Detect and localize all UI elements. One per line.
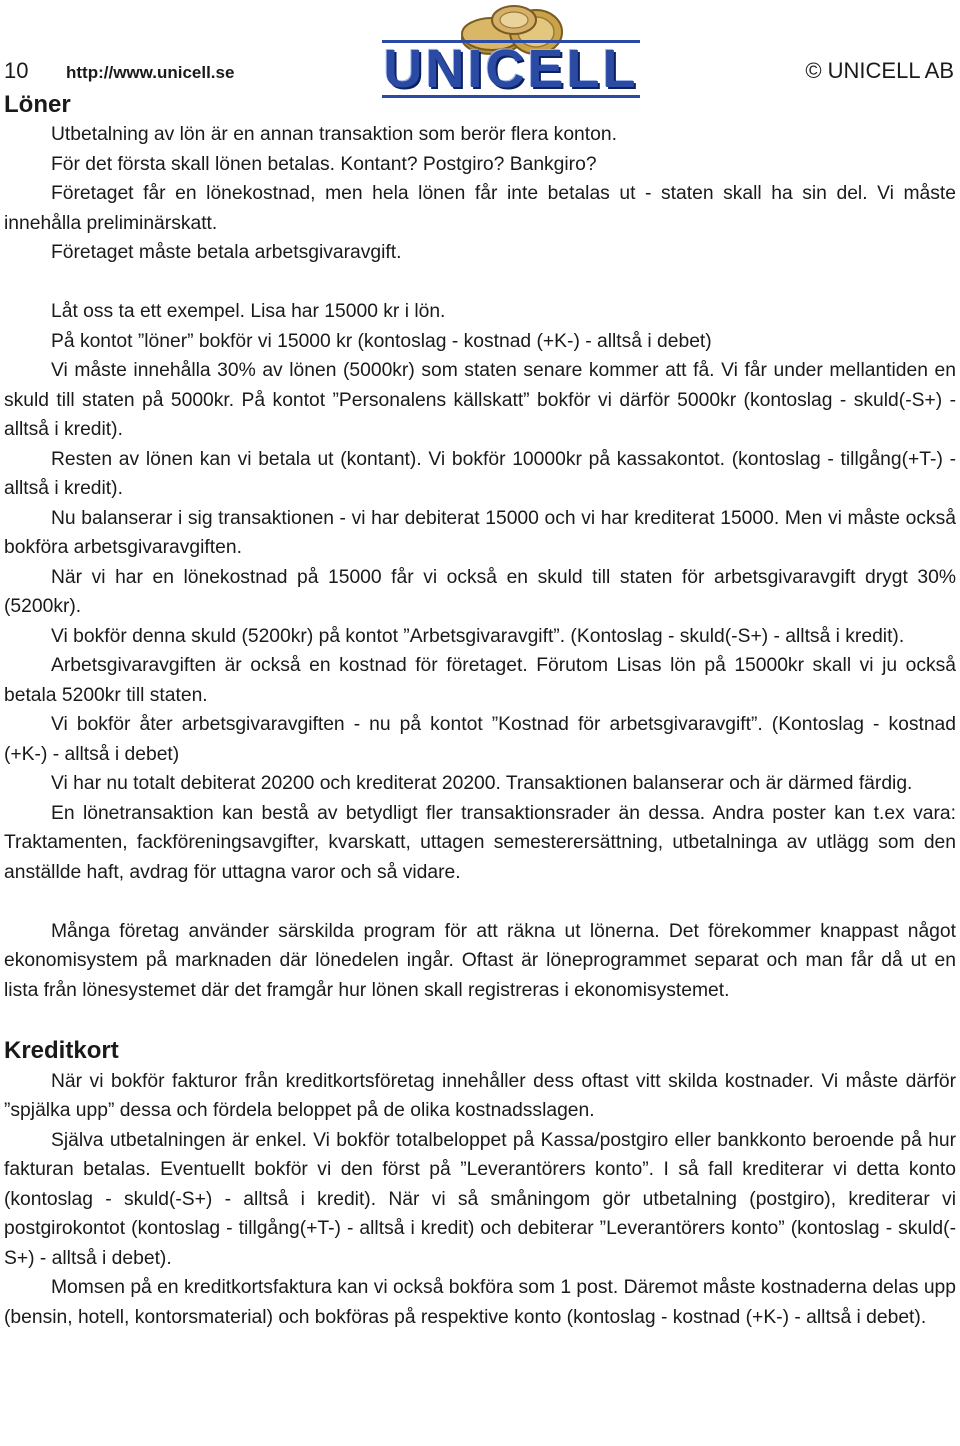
paragraph: Många företag använder särskilda program för att räkna ut lönerna. Det förekommer knappast något ekonomisystem på marknaden där lönedelen ingår. Oftast är löneprogrammet separat och man får då ut en lista från lönesystemet där det framgår hur lönen skall registreras i ekonomisystemet. (4, 920, 956, 1001)
spacer (4, 268, 956, 298)
page-content (4, 90, 956, 1332)
copyright-notice: © UNICELL AB (805, 58, 954, 83)
paragraph: För det första skall lönen betalas. Kontant? Postgiro? Bankgiro? (51, 153, 597, 175)
header-url: http://www.unicell.se (66, 63, 235, 82)
paragraph: Vi har nu totalt debiterat 20200 och krediterat 20200. Transaktionen balanserar och är därmed färdig. (51, 773, 913, 794)
page-header (0, 0, 960, 99)
spacer (4, 1005, 956, 1035)
paragraph: När vi har en lönekostnad på 15000 får vi också en skuld till staten för arbetsgivaravgift drygt 30% (5200kr). (4, 566, 956, 617)
paragraph: Vi bokför denna skuld (5200kr) på kontot ”Arbetsgivaravgift”. (Kontoslag - skuld(-S+) - alltså i kredit). (51, 625, 905, 647)
paragraph: När vi bokför fakturor från kreditkortsföretag innehåller dess oftast vitt skilda kostnader. Vi måste därför ”spjälka upp” dessa och fördela beloppet på de olika kostnadsslagen. (4, 1070, 956, 1121)
paragraph: Utbetalning av lön är en annan transaktion som berör flera konton. (51, 124, 617, 145)
logo-wordmark: UNICELL (383, 39, 639, 99)
spacer (4, 887, 956, 917)
paragraph: Låt oss ta ett exempel. Lisa har 15000 kr i lön. (51, 301, 446, 322)
paragraph: Företaget måste betala arbetsgivaravgift. (51, 242, 402, 263)
paragraph: Nu balanserar i sig transaktionen - vi har debiterat 15000 och vi har krediterat 15000. Men vi måste också bokföra arbetsgivaravgiften. (4, 507, 956, 558)
paragraph: Själva utbetalningen är enkel. Vi bokför totalbeloppet på Kassa/postgiro eller bankkonto beroende på hur fakturan betalas. Eventuellt bokför vi den först på ”Leverantörers konto”. I så fall krediterar vi detta konto (kontoslag - skuld(-S+) - alltså i kredit). När vi så småningom gör utbetalning (postgiro), krediterar vi postgirokontot (kontoslag - tillgång(+T-) - alltså i kredit) och debiterar ”Leverantörers konto” (kontoslag - skuld(-S+) - alltså i debet). (4, 1129, 956, 1269)
paragraph: Arbetsgivaravgiften är också en kostnad för företaget. Förutom Lisas lön på 15000kr skall vi ju också betala 5200kr till staten. (4, 655, 956, 706)
paragraph: En lönetransaktion kan bestå av betydligt fler transaktionsrader än dessa. Andra poster kan t.ex vara: Traktamenten, fackföreningsavgifter, kvarskatt, uttagen semesterersättning, utbetalninga av utlägg som den anställde haft, avdrag för uttagna varor och så vidare. (4, 802, 956, 883)
unicell-logo (382, 2, 642, 99)
section-title-loner: Löner (4, 91, 71, 118)
section-title-kreditkort: Kreditkort (4, 1036, 119, 1064)
paragraph: Vi måste innehålla 30% av lönen (5000kr) som staten senare kommer att få. Vi får under mellantiden en skuld till staten på 5000kr. På kontot ”Personalens källskatt” bokför vi därför 5000kr (kontoslag - skuld(-S+) - alltså i kredit). (4, 360, 956, 440)
paragraph: På kontot ”löner” bokför vi 15000 kr (kontoslag - kostnad (+K-) - alltså i debet) (51, 330, 712, 352)
paragraph: Företaget får en lönekostnad, men hela lönen får inte betalas ut - staten skall ha sin del. Vi måste innehålla preliminärskatt. (4, 183, 956, 234)
paragraph: Momsen på en kreditkortsfaktura kan vi också bokföra som 1 post. Däremot måste kostnaderna delas upp (bensin, hotell, kontorsmaterial) och bokföras på respektive konto (kontoslag - kostnad (+K-) - alltså i debet). (4, 1277, 956, 1328)
paragraph: Resten av lönen kan vi betala ut (kontant). Vi bokför 10000kr på kassakontot. (kontoslag - tillgång(+T-) - alltså i kredit). (4, 448, 956, 499)
paragraph: Vi bokför åter arbetsgivaravgiften - nu på kontot ”Kostnad för arbetsgivaravgift”. (Kontoslag - kostnad (+K-) - alltså i debet) (4, 714, 956, 765)
page-number: 10 (4, 58, 29, 83)
